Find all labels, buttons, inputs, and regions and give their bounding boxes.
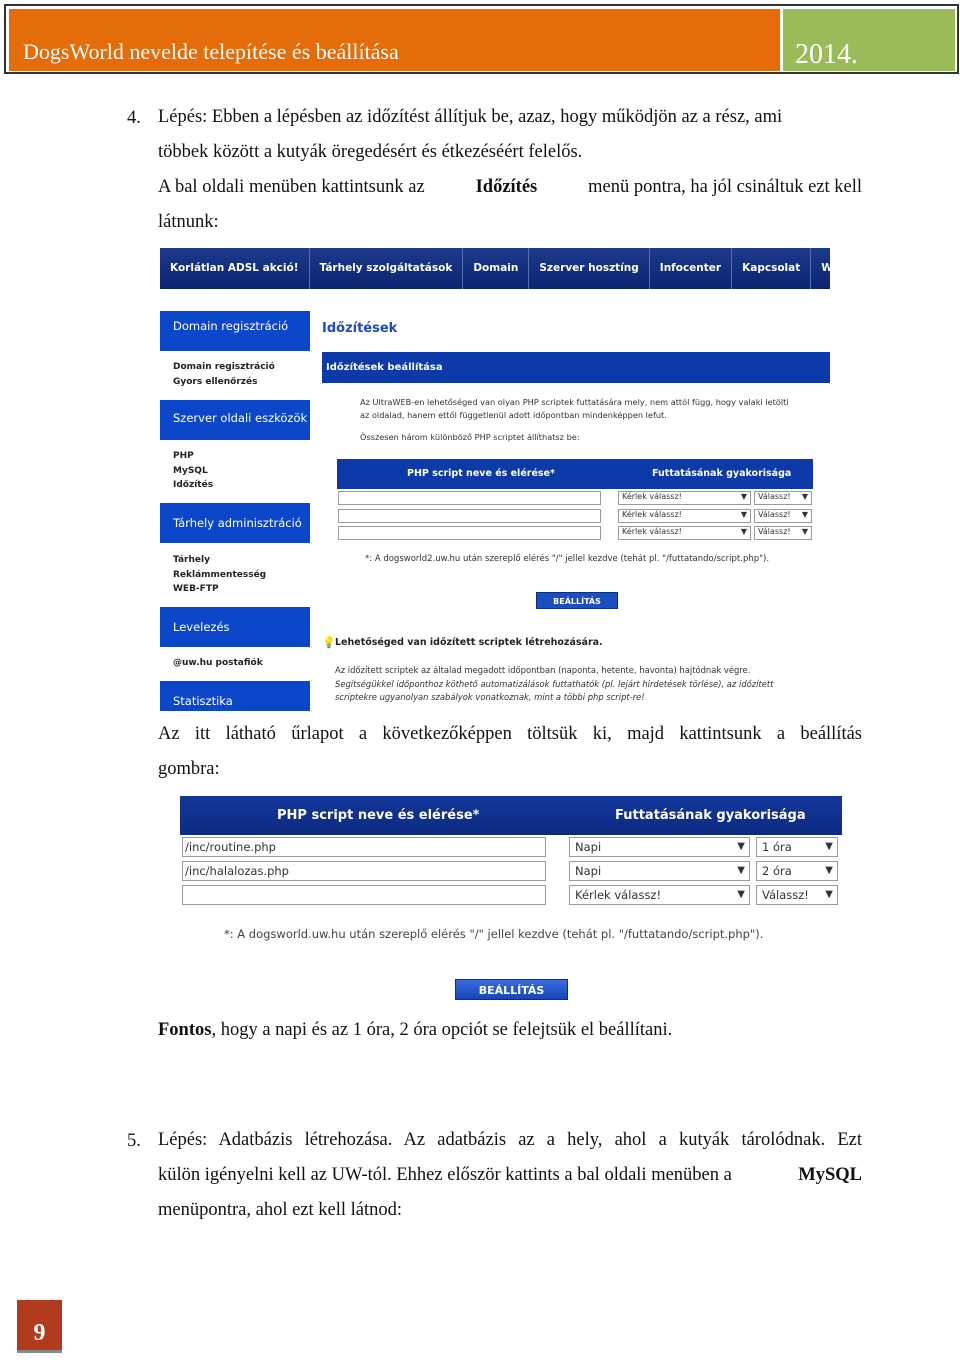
- dropdown-arrow-icon: ▼: [740, 492, 747, 501]
- script-path-input[interactable]: [182, 885, 546, 905]
- sidebar-link-webftp[interactable]: WEB-FTP: [173, 584, 219, 594]
- step-5-line-1: Lépés: Adatbázis létrehozása. Az adatbázis az a hely, ahol a kutyák tárolódnak. Ezt: [158, 1130, 862, 1150]
- frequency-value: Kérlek válassz!: [575, 888, 662, 902]
- sidebar-links-levelezes: [173, 656, 263, 671]
- schedule-table-header: [337, 459, 813, 489]
- document-year: 2014.: [795, 39, 858, 70]
- step-5-number: 5.: [127, 1131, 141, 1151]
- column-script-path: PHP script neve és elérése*: [407, 468, 555, 479]
- hour-value: Válassz!: [758, 510, 791, 519]
- form-instruction-line-2: gombra:: [158, 759, 220, 779]
- nav-item-szerver[interactable]: Szerver hosztíng: [529, 248, 649, 289]
- dropdown-arrow-icon: ▼: [825, 889, 833, 900]
- column-frequency: Futtatásának gyakorisága: [652, 468, 792, 479]
- hour-select[interactable]: [756, 885, 838, 905]
- important-rest: , hogy a napi és az 1 óra, 2 óra opciót se felejtsük el beállítani.: [211, 1020, 673, 1040]
- column-script-path: PHP script neve és elérése*: [277, 808, 480, 823]
- hour-value: Válassz!: [762, 888, 809, 902]
- sidebar-link-reklam[interactable]: Reklámmentesség: [173, 569, 267, 580]
- path-note: *: A dogsworld2.uw.hu után szereplő elérés "/" jellel kezdve (tehát pl. "/futtatando/script.php").: [365, 554, 770, 564]
- sidebar-header-statisztika[interactable]: Statisztika: [160, 681, 310, 711]
- sidebar-link-tarhely[interactable]: Tárhely: [173, 555, 210, 565]
- step-4-text: [158, 100, 862, 240]
- script-path-input[interactable]: [338, 526, 601, 540]
- sidebar-link-php[interactable]: PHP: [173, 451, 194, 461]
- nav-item-adsl[interactable]: Korlátlan ADSL akció!: [160, 248, 310, 289]
- sidebar-links-domain: [173, 360, 275, 389]
- step-5-text: [158, 1123, 862, 1228]
- info-text: Az UltraWEB-en lehetőséged van olyan PHP scriptek futtatására mely, nem attól függ, hogy valaki letölti az oldalad, hanem ettől függetlenül adott időpontban mindenképpen lefut.: [360, 397, 789, 420]
- frequency-select[interactable]: [618, 491, 751, 505]
- hour-select[interactable]: [756, 861, 838, 881]
- beallitas-button[interactable]: BEÁLLÍTÁS: [536, 592, 618, 609]
- pane-title: Időzítések: [322, 321, 398, 336]
- important-note: [158, 1013, 862, 1048]
- hour-value: 1 óra: [762, 840, 792, 854]
- step-4-line-2: többek között a kutyák öregedésért és étkezéséért felelős.: [158, 142, 583, 162]
- sched-text-2: Segítségükkel időponthoz köthető automatizálások futtathatók (pl. lejárt hirdetések törlése), az időzített scriptekre ugyanolyan szabályok vonatkoznak, mint a többi php script-re!: [335, 678, 774, 702]
- hour-select[interactable]: [754, 526, 812, 540]
- frequency-select[interactable]: [569, 861, 750, 881]
- form-instruction: [158, 717, 862, 787]
- table-row: [182, 861, 842, 881]
- frequency-value: Kérlek válassz!: [622, 527, 682, 536]
- step-5-line-2: [158, 1158, 862, 1193]
- table-row: [182, 885, 842, 905]
- hour-value: Válassz!: [758, 492, 791, 501]
- document-title: DogsWorld nevelde telepítése és beállítása: [23, 39, 399, 64]
- sidebar-links-hosting: [173, 553, 266, 597]
- script-path-input[interactable]: /inc/routine.php: [182, 837, 546, 857]
- frequency-value: Kérlek válassz!: [622, 510, 682, 519]
- beallitas-button[interactable]: BEÁLLÍTÁS: [455, 979, 568, 1000]
- table-row: [182, 837, 842, 857]
- nav-item-tarhely[interactable]: Tárhely szolgáltatások: [310, 248, 464, 289]
- frequency-value: Kérlek válassz!: [622, 492, 682, 501]
- scheduled-scripts-text: [335, 664, 815, 705]
- page-number: 9: [17, 1300, 62, 1353]
- frequency-select[interactable]: [569, 885, 750, 905]
- script-path-input[interactable]: [338, 509, 601, 523]
- header-title-bar: [9, 9, 780, 71]
- dropdown-arrow-icon: ▼: [825, 865, 833, 876]
- hour-select[interactable]: [756, 837, 838, 857]
- sidebar-header-server[interactable]: Szerver oldali eszközök: [160, 400, 310, 440]
- table-row: [338, 491, 814, 505]
- menu-name-mysql: MySQL: [798, 1165, 862, 1185]
- frequency-value: Napi: [575, 840, 602, 854]
- dropdown-arrow-icon: ▼: [801, 492, 808, 501]
- dropdown-arrow-icon: ▼: [737, 889, 745, 900]
- step-4-line-3-pre: A bal oldali menüben kattintsunk az: [158, 177, 425, 197]
- menu-name-idozites: Időzítés: [475, 177, 538, 197]
- path-note: *: A dogsworld.uw.hu után szereplő elérés "/" jellel kezdve (tehát pl. "/futtatando/script.php").: [224, 927, 764, 941]
- nav-item-domain[interactable]: Domain: [463, 248, 529, 289]
- column-frequency: Futtatásának gyakorisága: [615, 808, 806, 823]
- sidebar-links-server: [173, 449, 213, 493]
- dropdown-arrow-icon: ▼: [737, 865, 745, 876]
- script-path-input[interactable]: /inc/halalozas.php: [182, 861, 546, 881]
- sched-text-1: Az időzített scriptek az általad megadott időpontban (naponta, hetente, havonta) hajtódnak végre.: [335, 665, 751, 675]
- sidebar-header-hosting[interactable]: Tárhely adminisztráció: [160, 503, 310, 543]
- hour-value: 2 óra: [762, 864, 792, 878]
- frequency-select[interactable]: [618, 509, 751, 523]
- dropdown-arrow-icon: ▼: [825, 841, 833, 852]
- hour-select[interactable]: [754, 491, 812, 505]
- sidebar-link-mysql[interactable]: MySQL: [173, 465, 208, 476]
- dropdown-arrow-icon: ▼: [737, 841, 745, 852]
- step-4-number: 4.: [127, 108, 141, 128]
- step-5-line-2-pre: külön igényelni kell az UW-tól. Ehhez először kattints a bal oldali menüben a: [158, 1165, 732, 1185]
- table-row: [338, 526, 814, 540]
- hour-value: Válassz!: [758, 527, 791, 536]
- step-4-line-4: látnunk:: [158, 212, 219, 232]
- important-bold: Fontos: [158, 1020, 212, 1040]
- nav-item-weboldal[interactable]: Weboldalkészítés: [821, 262, 925, 274]
- sidebar-header-levelezes[interactable]: Levelezés: [160, 607, 310, 647]
- script-path-input[interactable]: [338, 491, 601, 505]
- frequency-select[interactable]: [618, 526, 751, 540]
- lightbulb-icon: 💡: [322, 636, 336, 649]
- top-navigation: [160, 248, 925, 289]
- hour-select[interactable]: [754, 509, 812, 523]
- sidebar-link-postafiok[interactable]: @uw.hu postafiók: [173, 658, 263, 668]
- form-instruction-line-1: Az itt látható űrlapot a következőképpen töltsük ki, majd kattintsunk a beállítás: [158, 724, 862, 744]
- frequency-value: Napi: [575, 864, 602, 878]
- step-5-line-3: menüpontra, ahol ezt kell látnod:: [158, 1200, 403, 1220]
- page-header: [4, 4, 959, 74]
- sidebar-link-idozites[interactable]: Időzítés: [173, 480, 214, 490]
- nav-item-infocenter[interactable]: Infocenter: [650, 248, 732, 289]
- sidebar-header-domain[interactable]: Domain regisztráció: [160, 311, 310, 351]
- step-4-line-1: Lépés: Ebben a lépésben az időzítést állítjuk be, azaz, hogy működjön az a rész, ami: [158, 107, 783, 127]
- frequency-select[interactable]: [569, 837, 750, 857]
- pane-header-bar: Időzítések beállítása: [322, 352, 830, 383]
- screenshot-filled-form: [180, 796, 842, 1006]
- dropdown-arrow-icon: ▼: [740, 527, 747, 536]
- screenshot-idozitesek-page: [160, 245, 925, 711]
- nav-item-kapcsolat[interactable]: Kapcsolat: [732, 248, 811, 289]
- step-4-line-3-post: menü pontra, ha jól csináltuk ezt kell: [588, 177, 862, 197]
- dropdown-arrow-icon: ▼: [740, 510, 747, 519]
- step-4-line-3: [158, 170, 862, 205]
- scheduled-scripts-title: Lehetőséged van időzített scriptek létrehozására.: [335, 637, 603, 648]
- dropdown-arrow-icon: ▼: [801, 510, 808, 519]
- sidebar-link-domain-reg[interactable]: Domain regisztráció: [173, 362, 275, 372]
- dropdown-arrow-icon: ▼: [801, 527, 808, 536]
- header-year-bar: [783, 9, 955, 71]
- table-row: [338, 509, 814, 523]
- filled-table-header: [180, 796, 842, 835]
- sidebar-link-gyors[interactable]: Gyors ellenőrzés: [173, 376, 258, 387]
- info-note: Összesen három különböző PHP scriptet állíthatsz be:: [360, 432, 580, 442]
